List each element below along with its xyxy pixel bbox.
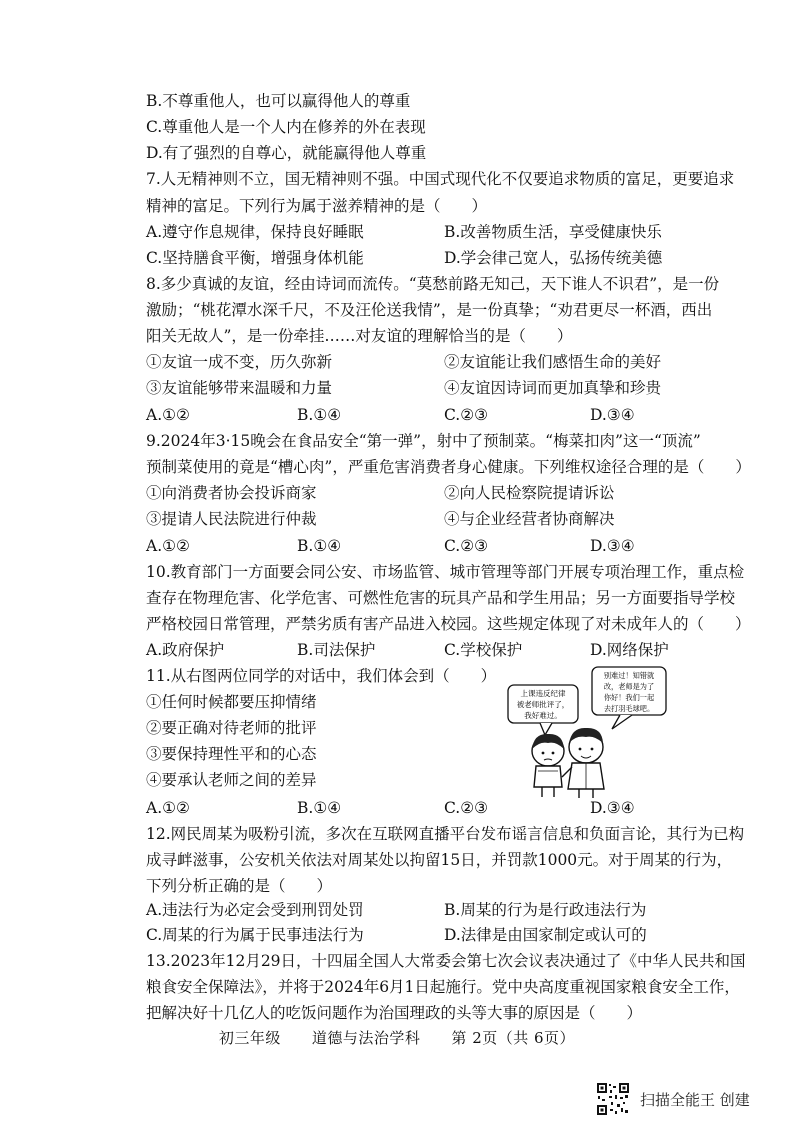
q9-option-a: A.①② — [146, 537, 190, 555]
q10-option-c: C.学校保护 — [444, 641, 523, 659]
q10-option-a: A.政府保护 — [146, 641, 225, 659]
q6-option-b: B.不尊重他人，也可以赢得他人的尊重 — [146, 92, 411, 110]
q7-option-c: C.坚持膳食平衡，增强身体机能 — [146, 249, 364, 267]
q9-item-1: ①向消费者协会投诉商家 — [146, 484, 317, 502]
q10-stem-1: 10.教育部门一方面要会同公安、市场监管、城市管理等部门开展专项治理工作，重点检 — [146, 563, 745, 581]
right-bubble-line-4: 去打羽毛球吧。 — [603, 704, 655, 713]
q8-option-a: A.①② — [146, 406, 190, 424]
q13-stem-3: 把解决好十几亿人的吃饭问题作为治国理政的头等大事的原因是（ ） — [146, 1004, 643, 1022]
q9-item-2: ②向人民检察院提请诉讼 — [444, 484, 615, 502]
q11-option-d: D.③④ — [590, 799, 635, 817]
q8-item-3: ③友谊能够带来温暖和力量 — [146, 379, 333, 397]
q11-option-c: C.②③ — [444, 799, 489, 817]
student-right-figure — [562, 728, 604, 798]
q9-option-c: C.②③ — [444, 537, 489, 555]
q12-option-a: A.违法行为必定会受到刑罚处罚 — [146, 901, 364, 919]
q11-stem: 11.从右图两位同学的对话中，我们体会到（ ） — [146, 667, 497, 685]
right-bubble-line-3: 你好！我们一起 — [603, 693, 655, 702]
left-bubble-line-3: 我好难过。 — [524, 711, 562, 720]
q8-option-d: D.③④ — [590, 406, 635, 424]
q11-item-4: ④要承认老师之间的差异 — [146, 771, 317, 789]
q12-stem-2: 成寻衅滋事，公安机关依法对周某处以拘留15日，并罚款1000元。对于周某的行为， — [146, 851, 733, 869]
right-bubble-line-2: 改，老师是为了 — [603, 682, 655, 691]
q8-item-4: ④友谊因诗词而更加真挚和珍贵 — [444, 379, 662, 397]
q11-option-b: B.①④ — [297, 799, 342, 817]
q6-option-c: C.尊重他人是一个人内在修养的外在表现 — [146, 118, 426, 136]
scanner-watermark — [596, 1082, 750, 1116]
q9-item-3: ③提请人民法院进行仲裁 — [146, 510, 317, 528]
q9-option-d: D.③④ — [590, 537, 635, 555]
q11-option-a: A.①② — [146, 799, 190, 817]
q7-stem-1: 7.人无精神则不立，国无精神则不强。中国式现代化不仅要追求物质的富足，更要追求 — [146, 170, 735, 188]
q10-stem-3: 严格校园日常管理，严禁劣质有害产品进入校园。这些规定体现了对未成年人的（ ） — [146, 615, 751, 633]
q10-option-d: D.网络保护 — [590, 641, 669, 659]
q7-option-d: D.学会律己宽人，弘扬传统美德 — [444, 249, 663, 267]
q9-stem-1: 9.2024年3·15晚会在食品安全“第一弹”，射中了预制菜。“梅菜扣肉”这一“顶流” — [146, 432, 701, 450]
cartoon-illustration — [500, 665, 720, 800]
q7-option-a: A.遵守作息规律，保持良好睡眠 — [146, 223, 364, 241]
q6-option-d: D.有了强烈的自尊心，就能赢得他人尊重 — [146, 144, 427, 162]
right-bubble-line-1: 别难过！知错就 — [603, 671, 655, 680]
q11-item-1: ①任何时候都要压抑情绪 — [146, 693, 317, 711]
q8-stem-1: 8.多少真诚的友谊，经由诗词而流传。“莫愁前路无知己，天下谁人不识君”，是一份 — [146, 275, 720, 293]
q8-option-c: C.②③ — [444, 406, 489, 424]
q7-stem-2: 精神的富足。下列行为属于滋养精神的是（ ） — [146, 197, 488, 215]
q8-stem-2: 激励；“桃花潭水深千尺，不及汪伦送我情”，是一份真挚；“劝君更尽一杯酒，西出 — [146, 301, 713, 319]
q12-stem-3: 下列分析正确的是（ ） — [146, 877, 333, 895]
q8-option-b: B.①④ — [297, 406, 342, 424]
left-bubble-line-2: 被老师批评了， — [516, 700, 570, 709]
q9-option-b: B.①④ — [297, 537, 342, 555]
qr-code-icon — [596, 1082, 630, 1116]
q10-option-b: B.司法保护 — [297, 641, 376, 659]
q7-option-b: B.改善物质生活，享受健康快乐 — [444, 223, 662, 241]
q12-option-d: D.法律是由国家制定或认可的 — [444, 926, 647, 944]
student-left-figure — [532, 734, 564, 797]
q13-stem-1: 13.2023年12月29日，十四届全国人大常委会第七次会议表决通过了《中华人民共和国 — [146, 952, 746, 970]
q12-stem-1: 12.网民周某为吸粉引流，多次在互联网直播平台发布谣言信息和负面言论，其行为已构 — [146, 825, 745, 843]
left-bubble-line-1: 上课违反纪律 — [520, 689, 566, 698]
page-footer: 初三年级 道德与法治学科 第 2页（共 6页） — [218, 1029, 576, 1047]
q9-stem-2: 预制菜使用的竟是“槽心肉”，严重危害消费者身心健康。下列维权途径合理的是（ ） — [146, 458, 751, 476]
q9-item-4: ④与企业经营者协商解决 — [444, 510, 615, 528]
q10-stem-2: 查存在物理危害、化学危害、可燃性危害的玩具产品和学生用品；另一方面要指导学校 — [146, 589, 736, 607]
q11-item-2: ②要正确对待老师的批评 — [146, 719, 317, 737]
scanner-brand-text: 扫描全能王 创建 — [640, 1090, 750, 1109]
q8-stem-3: 阳关无故人”，是一份牵挂……对友谊的理解恰当的是（ ） — [146, 327, 573, 345]
q12-option-b: B.周某的行为是行政违法行为 — [444, 901, 647, 919]
q12-option-c: C.周某的行为属于民事违法行为 — [146, 926, 364, 944]
q8-item-1: ①友谊一成不变，历久弥新 — [146, 353, 333, 371]
q8-item-2: ②友谊能让我们感悟生命的美好 — [444, 353, 662, 371]
q13-stem-2: 粮食安全保障法》，并将于2024年6月1日起施行。党中央高度重视国家粮食安全工作， — [146, 978, 740, 996]
q11-item-3: ③要保持理性平和的心态 — [146, 745, 317, 763]
